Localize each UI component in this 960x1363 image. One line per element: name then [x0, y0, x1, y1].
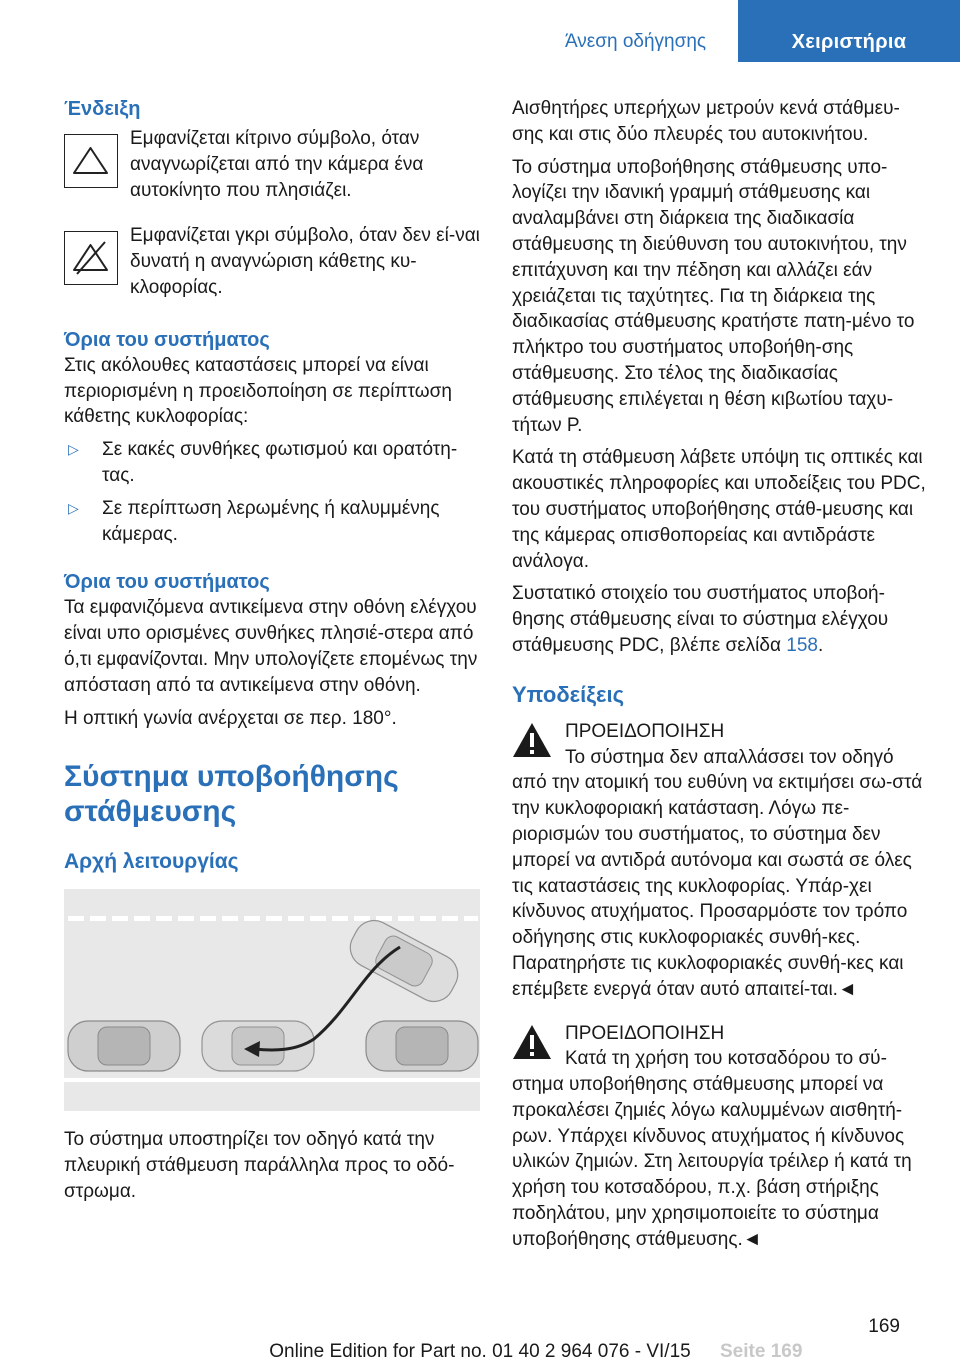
figure-caption: Το σύστημα υποστηρίζει τον οδηγό κατά την πλευρική στάθμευση παράλληλα προς το οδό-στρωμα. — [64, 1129, 455, 1202]
parallel-parking-diagram — [64, 889, 480, 1111]
warning-block — [512, 1021, 927, 1253]
warning-title: ΠΡΟΕΙΔΟΠΟΙΗΣΗ — [565, 720, 725, 742]
crossed-triangle-icon — [64, 231, 118, 285]
limits2-heading: Όρια του συστήματος — [64, 571, 270, 594]
list-item: ▷ Σε κακές συνθήκες φωτισμού και ορατότη-τας. — [64, 437, 484, 489]
para-pdc: Συστατικό στοιχείο του συστήματος υποβοή-θησης στάθμευσης είναι το σύστημα ελέγχου στάθμευσης PDC, βλέπε σελίδα 158. — [512, 583, 889, 656]
para-sensors: Αισθητήρες υπερήχων μετρούν κενά στάθμευ-σης και στις δύο πλευρές του αυτοκινήτου. — [512, 98, 900, 145]
para-calculation: Το σύστημα υποβοήθησης στάθμευσης υπο-λογίζει την ιδανική γραμμή στάθμευσης και αναλαμβάνει στη διάρκεια της διαδικασία στάθμευσης τη διεύθυνση του αυτοκινήτου, την επιτάχυνση και την πέδηση και αλλάζει εάν χρειάζεται τις ταχύτητες. Για τη διάρκεια της διαδικασίας στάθμευσης κρατήστε πατη-μένο το πλήκτρο του συστήματος υποβοήθη-σης στάθμευσης. Στο τέλος της διαδικασίας στάθμευσης επιλέγεται η θέση κιβωτίου ταχυ-τήτων P. — [512, 156, 915, 436]
limits2-text: Τα εμφανιζόμενα αντικείμενα στην οθόνη ελέγχου είναι υπο ορισμένες συνθήκες πλησιέ-στερα από ό,τι εμφανίζονται. Μην υπολογίζετε επομένως την απόσταση από τα αντικείμενα στην οθόνη. — [64, 597, 478, 696]
chapter-tab: Χειριστήρια — [738, 0, 960, 62]
footer-watermark: Seite 169 — [720, 1341, 803, 1362]
parking-figure — [64, 889, 480, 1111]
page-header — [0, 0, 960, 62]
warning-block — [512, 719, 927, 1003]
section-title: Άνεση οδήγησης — [564, 31, 707, 52]
display-item-text: Εμφανίζεται κίτρινο σύμβολο, όταν αναγνωρίζεται από την κάμερα ένα αυτοκίνητο που πλησιάζει. — [130, 128, 424, 201]
list-item: ▷ Σε περίπτωση λερωμένης ή καλυμμένης κάμερας. — [64, 496, 484, 548]
limits1-text: Στις ακόλουθες καταστάσεις μπορεί να είναι περιορισμένη η προειδοποίηση σε περίπτωση κάθετης κυκλοφορίας: — [64, 354, 452, 428]
online-edition-text: Online Edition for Part no. 01 40 2 964 076 - VI/15 — [269, 1341, 691, 1362]
triangle-bullet-icon: ▷ — [68, 441, 79, 458]
right-column — [512, 96, 927, 1260]
principle-heading: Αρχή λειτουργίας — [64, 850, 239, 874]
warning-text: Το σύστημα δεν απαλλάσσει τον οδηγό από την ατομική του ευθύνη να εκτιμήσει σω-στά την κυκλοφοριακή κατάσταση. Λόγω πε-ριορισμών του συστήματος, το σύστημα δεν μπορεί να αντιδρά αυτόνομα και σωστά σε όλες τις καταστάσεις της κυκλοφορίας. Υπάρ-χει κίνδυνος ατυχήματος. Προσαρμόστε τον τρόπο οδήγησης στις κυκλοφοριακές συνθή-κες. Παρατηρήστε τις κυκλοφοριακές συνθή-κες και επέμβετε ενεργά όταν αυτό απαιτεί-ται.◄ — [512, 746, 923, 1000]
display-item-gray — [64, 223, 484, 300]
triangle-bullet-icon: ▷ — [68, 499, 79, 516]
notes-heading: Υποδείξεις — [512, 681, 625, 707]
warning-triangle-icon — [512, 1024, 552, 1060]
para-observe: Κατά τη στάθμευση λάβετε υπόψη τις οπτικές και ακουστικές πληροφορίες και υποδείξεις του PDC, του συστήματος υποβοήθησης στάθ-μευσης και της κάμερας οπισθοπορείας και αντιδράστε ανάλογα. — [512, 447, 926, 572]
display-heading: Ένδειξη — [64, 98, 141, 120]
display-item-yellow — [64, 126, 484, 203]
warning-title: ΠΡΟΕΙΔΟΠΟΙΗΣΗ — [565, 1022, 725, 1044]
page-number: 169 — [868, 1316, 900, 1337]
system-title: Σύστημα υποβοήθησης στάθμευσης — [64, 760, 399, 829]
page-link-158[interactable]: 158 — [786, 634, 818, 656]
display-item-text: Εμφανίζεται γκρι σύμβολο, όταν δεν εί-ναι δυνατή η αναγνώριση κάθετης κυ-κλοφορίας. — [130, 225, 480, 298]
left-column — [64, 96, 484, 1212]
angle-text: Η οπτική γωνία ανέρχεται σε περ. 180°. — [64, 707, 397, 729]
warning-text: Κατά τη χρήση του κοτσαδόρου το σύ-στημα υποβοήθησης στάθμευσης μπορεί να προκαλέσει ζημιές λόγω καλυμμένων αισθητή-ρων. Υπάρχει κίνδυνος ατυχήματος ή κίνδυνος υλικών ζημιών. Στη λειτουργία τρέιλερ ή κατά τη χρήση του κοτσαδόρου, π.χ. βάση στήριξης ποδηλάτου, μην χρησιμοποιείτε το σύστημα υποβοήθησης στάθμευσης.◄ — [512, 1048, 912, 1250]
limits1-heading: Όρια του συστήματος — [64, 328, 270, 351]
yellow-triangle-icon — [64, 134, 118, 188]
warning-triangle-icon — [512, 722, 552, 758]
